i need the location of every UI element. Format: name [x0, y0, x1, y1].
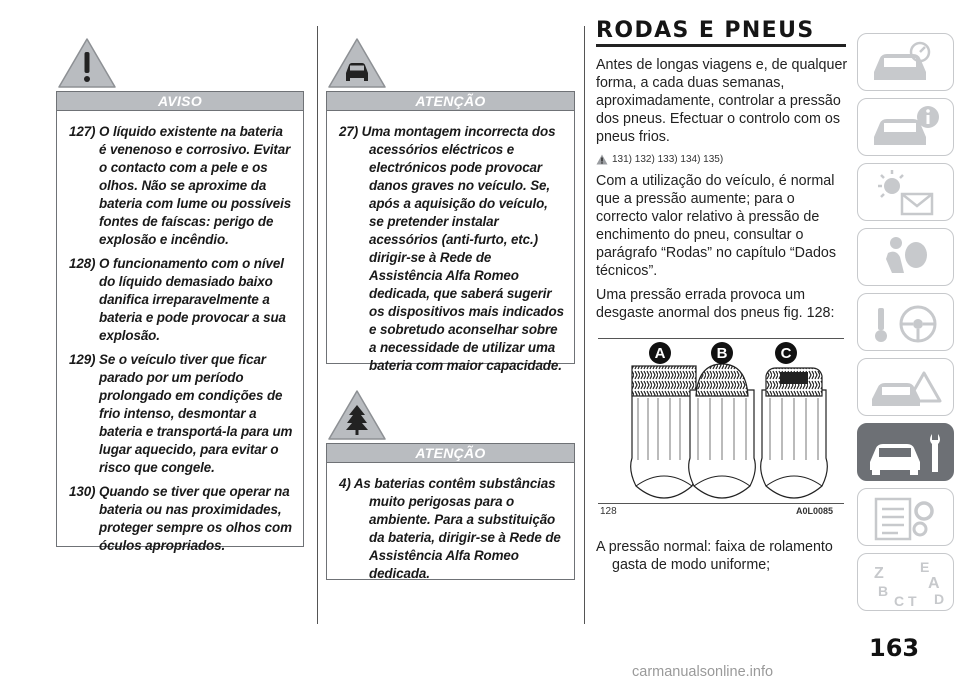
svg-text:T: T — [908, 593, 917, 609]
aviso-item-128: 128) O funcionamento com o nível do líquido demasiado baixo danifica irreparavelmente a bateria e pode provocar a sua explosão. — [69, 256, 286, 343]
section-title: RODAS E PNEUS — [596, 18, 815, 43]
technical-data-icon — [858, 489, 955, 547]
warning-exclamation-icon — [56, 36, 118, 90]
car-info-icon — [858, 99, 955, 157]
atencao-heading-1: ATENÇÃO — [326, 91, 575, 111]
dashboard-car-icon — [858, 34, 955, 92]
atencao-list-2 — [327, 463, 574, 583]
figure-code: A0L0085 — [796, 506, 834, 516]
tab-car-info[interactable] — [857, 98, 954, 156]
tab-index[interactable] — [857, 553, 954, 611]
aviso-item-129: 129) Se o veículo tiver que ficar parado por um período prolongado em condições de frio intenso, desmontar a bateria e transportá-la para um lugar aquecido, para evitar o risco que congele. — [69, 352, 293, 475]
aviso-item-127: 127) O líquido existente na bateria é venenoso e corrosivo. Evitar o contacto com a pele e os olhos. Não se aproxime da bateria com lume ou possíveis fontes de faíscas: perigo de explosão e incêndio. — [69, 124, 292, 247]
car-wrench-icon — [858, 424, 955, 482]
svg-text:E: E — [920, 559, 930, 575]
tab-safety[interactable] — [857, 228, 954, 286]
title-rule — [596, 44, 846, 47]
svg-text:Z: Z — [874, 565, 884, 582]
paragraph-3: Uma pressão errada provoca um desgaste anormal dos pneus fig. 128: — [596, 287, 835, 321]
tab-lights-messages[interactable] — [857, 163, 954, 221]
svg-text:A: A — [928, 575, 940, 592]
aviso-heading: AVISO — [56, 91, 304, 111]
label-b: B — [716, 345, 728, 362]
warning-small-icon — [596, 154, 608, 165]
list-item-a: A pressão normal: faixa de rolamento gasta de modo uniforme; — [596, 539, 833, 573]
airbag-seat-icon — [858, 229, 955, 287]
warning-refs — [596, 154, 723, 165]
figure-bottom-rule — [598, 503, 844, 504]
aviso-item-130: 130) Quando se tiver que operar na bateria ou nas proximidades, proteger sempre os olhos com óculos apropriados. — [69, 484, 292, 553]
tab-starting-driving[interactable] — [857, 293, 954, 351]
tire-b — [689, 364, 756, 498]
atencao-item-4: 4) As baterias contêm substâncias muito perigosas para o ambiente. Para a substituição da bateria, dirigir-se à Rede de Assistência Alfa Romeo dedicada. — [339, 476, 561, 581]
tire-a — [631, 366, 698, 498]
watermark: carmanualsonline.info — [632, 664, 774, 680]
atencao-box-2 — [326, 463, 575, 580]
atencao-heading-2: ATENÇÃO — [326, 443, 575, 463]
paragraph-1: Antes de longas viagens e, de qualquer forma, a cada duas semanas, aproximadamente, controlar a pressão dos pneus. Efectuar o controlo com os pneus frios. — [596, 57, 848, 145]
car-warning-icon — [326, 36, 388, 90]
column-divider — [317, 26, 318, 624]
tab-emergency[interactable] — [857, 358, 954, 416]
light-envelope-icon — [858, 164, 955, 222]
alphabetical-index-icon — [858, 554, 955, 612]
atencao-list-1 — [327, 111, 574, 375]
tab-maintenance[interactable] — [857, 423, 954, 481]
column-divider — [584, 26, 585, 624]
label-c: C — [780, 345, 792, 362]
tire-c — [761, 368, 828, 498]
breakdown-warning-icon — [858, 359, 955, 417]
label-a: A — [654, 345, 666, 362]
figure-top-rule — [598, 338, 844, 339]
svg-text:D: D — [934, 591, 945, 607]
tab-technical-data[interactable] — [857, 488, 954, 546]
atencao-box-1 — [326, 111, 575, 373]
aviso-list — [57, 111, 303, 555]
warning-refs-text: 131) 132) 133) 134) 135) — [612, 154, 724, 165]
paragraph-2: Com a utilização do veículo, é normal que a pressão aumente; para o correcto valor relativo à pressão de enchimento do pneu, consultar o parágrafo “Rodas” no capítulo “Dados técnicos”. — [596, 173, 837, 279]
tab-dashboard[interactable] — [857, 33, 954, 91]
svg-text:C: C — [894, 593, 905, 609]
figure-number: 128 — [600, 506, 617, 517]
atencao-item-27: 27) Uma montagem incorrecta dos acessórios eléctricos e electrónicos pode provocar danos graves no veículo. Se, após a aquisição do veículo, se pretender instalar acessórios (anti-furto, etc.) dirigir-se à Rede de Assistência Alfa Romeo dedicada, que saberá sugerir os dispositivos mais indicados e sobretudo aconselhar sobre a necessidade de utilizar uma bateria com maior capacidade. — [339, 124, 564, 373]
tire-wear-figure — [598, 340, 844, 504]
environment-tree-icon — [326, 388, 388, 442]
svg-text:B: B — [878, 583, 889, 599]
page-number: 163 — [869, 634, 920, 662]
key-steering-wheel-icon — [858, 294, 955, 352]
aviso-box — [56, 111, 304, 553]
